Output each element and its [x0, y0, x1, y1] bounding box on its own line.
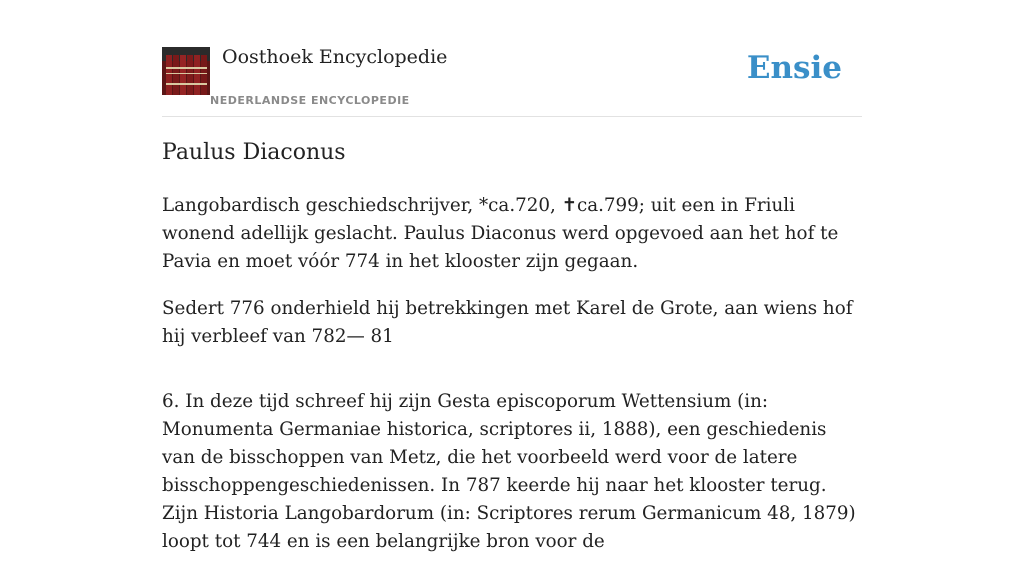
site-name[interactable]: Oosthoek Encyclopedie	[222, 46, 448, 68]
site-subtitle: NEDERLANDSE ENCYCLOPEDIE	[210, 94, 410, 107]
article-body	[162, 192, 862, 575]
book-spines-icon	[162, 47, 210, 95]
encyclopedia-logo-avatar[interactable]	[162, 47, 210, 95]
article-paragraph: 6. In deze tijd schreef hij zijn Gesta episcoporum Wettensium (in: Monumenta Germaniae historica, scriptores ii, 1888), een geschiedenis van de bisschoppen van Metz, die het voorbeeld werd voor de latere bisschoppengeschiedenissen. In 787 keerde hij naar het klooster terug. Zijn Historia Langobardorum (in: Scriptores rerum Germanicum 48, 1879) loopt tot 744 en is een belangrijke bron voor de	[162, 391, 856, 552]
site-header	[162, 40, 862, 117]
article-title: Paulus Diaconus	[162, 140, 346, 165]
ensie-brand-link[interactable]: Ensie	[746, 50, 842, 86]
article-paragraph: Langobardisch geschiedschrijver, *ca.720, ✝ca.799; uit een in Friuli wonend adellijk geslacht. Paulus Diaconus werd opgevoed aan het hof te Pavia en moet vóór 774 in het klooster zijn gegaan.	[162, 195, 839, 272]
article-paragraph: Sedert 776 onderhield hij betrekkingen met Karel de Grote, aan wiens hof hij verbleef van 782— 81	[162, 298, 853, 347]
